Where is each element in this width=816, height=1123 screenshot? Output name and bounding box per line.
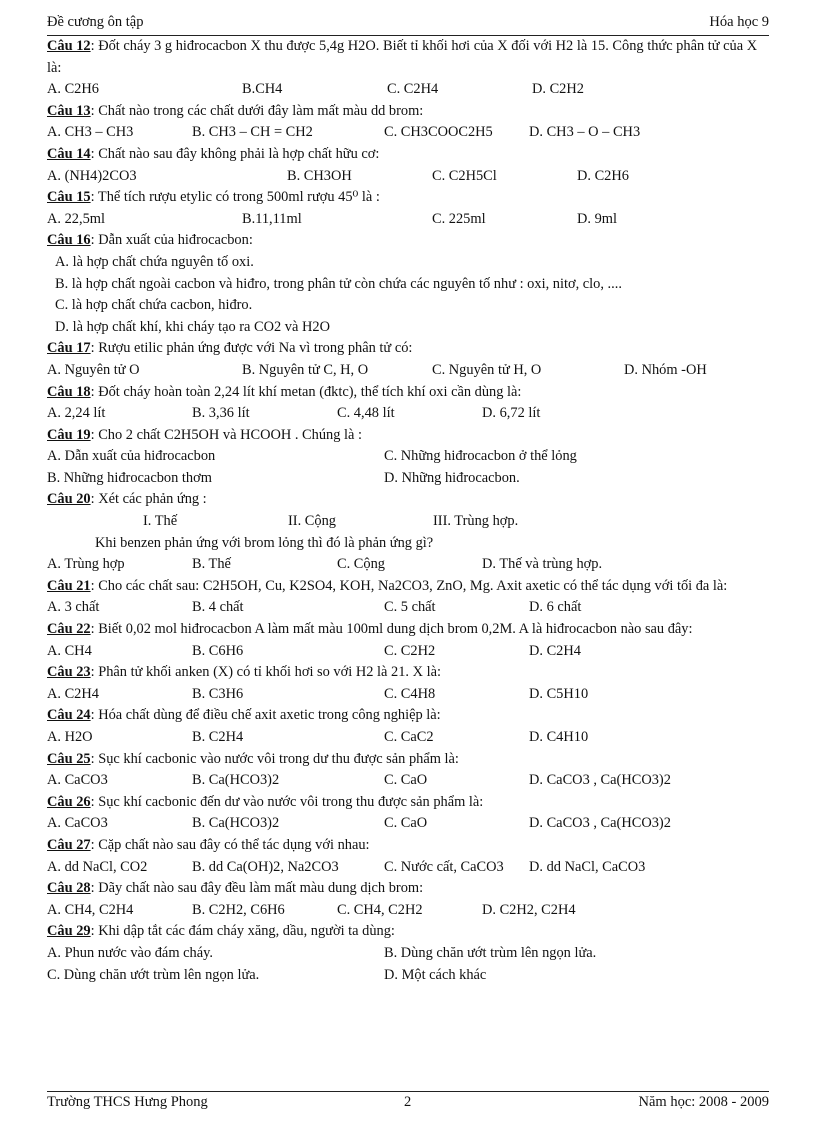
question-29 (47, 921, 769, 943)
option-a: A. CaCO3 (47, 772, 108, 789)
question-17 (47, 338, 769, 360)
option-b: B. C2H4 (192, 729, 244, 745)
reaction-2: II. Cộng (288, 513, 336, 530)
option-c: C. C2H4 (387, 81, 439, 98)
question-text: : Dãy chất nào sau đây đều làm mất màu dung dịch brom: (90, 880, 424, 897)
option-a: A. H2O (47, 729, 93, 745)
options-26 (47, 813, 769, 835)
option-d: D. CaCO3 , Ca(HCO3)2 (529, 772, 671, 789)
footer-school-year: Năm học: 2008 - 2009 (638, 1094, 769, 1110)
option-b: B. dd Ca(OH)2, Na2CO3 (192, 858, 339, 875)
statement-c: C. là hợp chất chứa cacbon, hiđro. (55, 297, 253, 314)
option-d: D. C2H2, C2H4 (482, 901, 576, 918)
option-d: D. 6,72 lít (482, 405, 541, 422)
option-d: D. Những hiđrocacbon. (384, 469, 520, 486)
question-number: Câu 15 (47, 189, 91, 206)
option-a: A. Nguyên tử O (47, 361, 140, 378)
question-number: Câu 23 (47, 664, 91, 681)
question-number: Câu 21 (47, 577, 91, 594)
question-15 (47, 187, 769, 209)
question-number: Câu 25 (47, 750, 91, 767)
question-number: Câu 12 (47, 38, 91, 54)
option-d: D. CH3 – O – CH3 (529, 124, 641, 141)
option-b: B.CH4 (242, 81, 283, 98)
option-c: C. CH4, C2H2 (337, 901, 423, 918)
question-number: Câu 19 (47, 426, 91, 443)
question-list (47, 36, 769, 986)
option-c: C. Cộng (337, 556, 385, 573)
question-21 (47, 576, 769, 598)
option-b: B. C3H6 (192, 685, 244, 702)
option-d: D. 9ml (577, 210, 617, 227)
question-number: Câu 26 (47, 793, 91, 810)
question-number: Câu 17 (47, 340, 91, 357)
reaction-3: III. Trùng hợp. (433, 513, 519, 530)
question-text: : Khi dập tắt các đám cháy xăng, dầu, người ta dùng: (90, 923, 395, 940)
question-number: Câu 20 (47, 491, 91, 508)
statement-a: A. là hợp chất chứa nguyên tố oxi. (55, 253, 254, 270)
option-c: C. Dùng chăn ướt trùm lên ngọn lửa. (47, 966, 260, 983)
page (47, 14, 769, 986)
options-12 (47, 79, 769, 101)
options-24 (47, 727, 769, 749)
options-18 (47, 403, 769, 425)
question-number: Câu 27 (47, 836, 91, 853)
question-text: : Dẫn xuất của hiđrocacbon: (90, 232, 253, 249)
question-text: : Sục khí cacbonic vào nước vôi trong dư thu được sản phẩm là: (90, 750, 459, 767)
options-28 (47, 900, 769, 922)
options-22 (47, 641, 769, 663)
option-c: C. 225ml (432, 210, 486, 227)
question-text: : Đốt cháy hoàn toàn 2,24 lít khí metan (đktc), thể tích khí oxi cần dùng là: (90, 383, 522, 400)
question-14 (47, 144, 769, 166)
question-number: Câu 29 (47, 923, 91, 940)
option-a: A. Trùng hợp (47, 556, 125, 573)
option-d: D. Một cách khác (384, 966, 487, 983)
option-c: C. Nước cất, CaCO3 (384, 858, 504, 875)
page-footer (47, 1091, 769, 1111)
option-a: A. C2H6 (47, 81, 99, 98)
options-23 (47, 684, 769, 706)
option-b: B. Thế (192, 556, 231, 573)
question-22 (47, 619, 769, 641)
reaction-1: I. Thế (143, 513, 178, 530)
statement-d: D. là hợp chất khí, khi cháy tạo ra CO2 và H2O (55, 318, 330, 335)
option-b: B. CH3OH (287, 167, 352, 184)
option-b: B. 3,36 lít (192, 405, 250, 422)
options-17 (47, 360, 769, 382)
options-13 (47, 122, 769, 144)
option-a: A. 3 chất (47, 599, 100, 616)
option-c: C. C4H8 (384, 685, 436, 702)
options-14 (47, 166, 769, 188)
option-b: B. Nguyên tử C, H, O (242, 361, 369, 378)
question-24 (47, 705, 769, 727)
question-13 (47, 101, 769, 123)
option-d: D. C2H4 (529, 642, 581, 659)
options-29-row1 (47, 943, 769, 965)
options-29-row2 (47, 965, 769, 987)
question-text: : Rượu etilic phản ứng được với Na vì trong phân tử có: (90, 340, 413, 357)
header-left: Đề cương ôn tập (47, 14, 144, 30)
option-d: D. 6 chất (529, 599, 582, 616)
question-text: : Sục khí cacbonic đến dư vào nước vôi trong thu được sản phẩm là: (90, 793, 484, 810)
option-b: B. Dùng chăn ướt trùm lên ngọn lửa. (384, 944, 597, 961)
option-a: A. Phun nước vào đám cháy. (47, 944, 213, 961)
options-15 (47, 209, 769, 231)
option-a: A. CH3 – CH3 (47, 124, 134, 141)
question-number: Câu 14 (47, 145, 91, 162)
reaction-list (47, 511, 769, 533)
question-number: Câu 22 (47, 621, 91, 638)
option-a: A. dd NaCl, CO2 (47, 858, 148, 875)
option-c: C. Những hiđrocacbon ở thể lỏng (384, 448, 577, 465)
options-20 (47, 554, 769, 576)
option-c: C. CaO (384, 772, 428, 789)
option-c: C. 4,48 lít (337, 405, 395, 422)
question-number: Câu 28 (47, 880, 91, 897)
question-number: Câu 24 (47, 707, 91, 724)
header-right: Hóa học 9 (709, 14, 769, 30)
option-c: C. CH3COOC2H5 (384, 124, 493, 141)
statement-b: B. là hợp chất ngoài cacbon và hiđro, trong phân tử còn chứa các nguyên tố như : oxi, nitơ, clo, .... (55, 275, 622, 292)
question-19 (47, 425, 769, 447)
option-c: C. CaO (384, 815, 428, 832)
question-text: : Cho các chất sau: C2H5OH, Cu, K2SO4, KOH, Na2CO3, ZnO, Mg. Axit axetic có thể tác dụng với tối đa là: (90, 577, 728, 594)
options-19-row2 (47, 468, 769, 490)
option-d: D. C5H10 (529, 685, 589, 702)
option-d: D. CaCO3 , Ca(HCO3)2 (529, 815, 671, 832)
question-23 (47, 662, 769, 684)
option-d: D. C2H6 (577, 167, 629, 184)
option-a: A. CH4, C2H4 (47, 901, 134, 918)
options-19-row1 (47, 446, 769, 468)
question-12 (47, 36, 769, 79)
question-text: : Cho 2 chất C2H5OH và HCOOH . Chúng là : (90, 426, 362, 443)
option-d: D. dd NaCl, CaCO3 (529, 858, 646, 875)
options-25 (47, 770, 769, 792)
question-text: : Hóa chất dùng để điều chế axit axetic trong công nghiệp là: (90, 707, 441, 724)
option-b: B. Ca(HCO3)2 (192, 772, 280, 789)
option-c: C. C2H2 (384, 642, 436, 659)
question-number: Câu 16 (47, 232, 91, 249)
option-b: B. 4 chất (192, 599, 244, 616)
question-text: : Xét các phản ứng : (90, 491, 207, 508)
option-d: D. Thế và trùng hợp. (482, 556, 603, 573)
option-b: B. Ca(HCO3)2 (192, 815, 280, 832)
options-27 (47, 857, 769, 879)
question-28 (47, 878, 769, 900)
option-c: C. Nguyên tử H, O (432, 361, 542, 378)
option-a: A. Dẫn xuất của hiđrocacbon (47, 448, 216, 465)
option-c: C. CaC2 (384, 729, 434, 745)
question-20 (47, 489, 769, 511)
option-b: B. Những hiđrocacbon thơm (47, 469, 212, 486)
question-text: : Thể tích rượu etylic có trong 500ml rượu 45⁰ là : (90, 189, 380, 206)
option-b: B. C2H2, C6H6 (192, 901, 285, 918)
question-text: : Chất nào trong các chất dưới đây làm mất màu dd brom: (90, 102, 424, 119)
question-27 (47, 835, 769, 857)
option-a: A. C2H4 (47, 685, 99, 702)
option-c: C. C2H5Cl (432, 167, 497, 184)
option-a: A. 22,5ml (47, 210, 105, 227)
option-a: A. 2,24 lít (47, 405, 106, 422)
sub-question: Khi benzen phản ứng với brom lỏng thì đó là phản ứng gì? (95, 534, 434, 551)
question-text: : Đốt cháy 3 g hiđrocacbon X thu được 5,4g H2O. Biết tỉ khối hơi của X đối với H2 là 15. Công thức phân tử của X là: (47, 38, 758, 76)
option-a: A. CaCO3 (47, 815, 108, 832)
option-a: A. CH4 (47, 642, 92, 659)
option-d: D. C2H2 (532, 81, 584, 98)
option-b: B.11,11ml (242, 210, 302, 227)
option-d: D. C4H10 (529, 729, 589, 745)
question-text: : Chất nào sau đây không phải là hợp chất hữu cơ: (90, 145, 380, 162)
option-b: B. C6H6 (192, 642, 244, 659)
page-number: 2 (404, 1094, 412, 1110)
option-c: C. 5 chất (384, 599, 436, 616)
option-d: D. Nhóm -OH (624, 361, 707, 378)
question-18 (47, 382, 769, 404)
footer-school: Trường THCS Hưng Phong (47, 1094, 208, 1110)
question-16 (47, 230, 769, 252)
option-a: A. (NH4)2CO3 (47, 167, 137, 184)
options-21 (47, 597, 769, 619)
question-text: : Biết 0,02 mol hiđrocacbon A làm mất màu 100ml dung dịch brom 0,2M. A là hiđrocacbon nào sau đây: (90, 621, 693, 638)
question-text: : Cặp chất nào sau đây có thể tác dụng với nhau: (90, 836, 370, 853)
option-b: B. CH3 – CH = CH2 (192, 124, 313, 141)
question-25 (47, 749, 769, 771)
question-text: : Phân tử khối anken (X) có tỉ khối hơi so với H2 là 21. X là: (90, 664, 441, 681)
question-number: Câu 18 (47, 383, 91, 400)
page-header (47, 14, 769, 36)
question-number: Câu 13 (47, 102, 91, 119)
question-26 (47, 792, 769, 814)
